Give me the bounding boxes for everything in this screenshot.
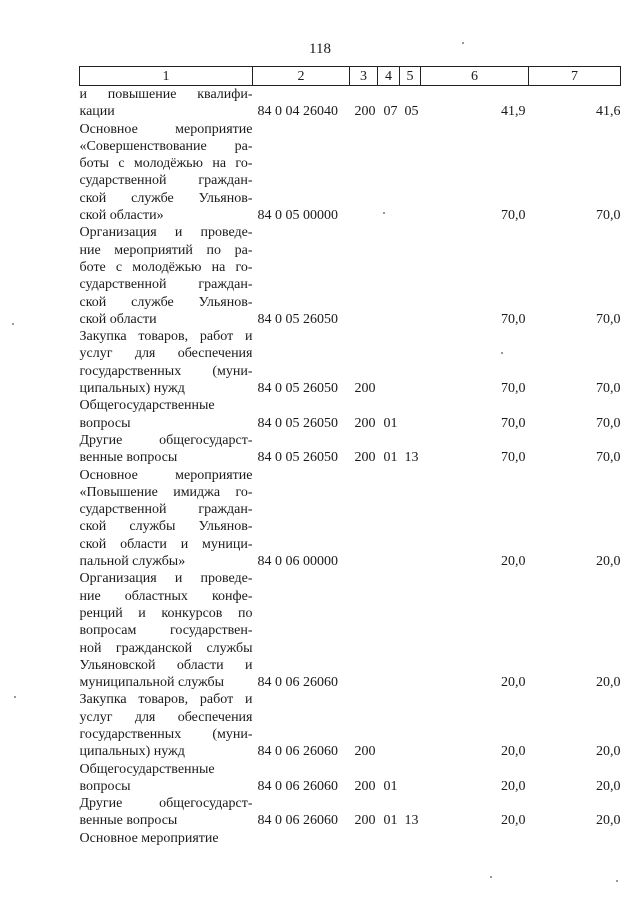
row-value-2019-cell: 20,0 [501,778,526,794]
header-col-4: 4 [378,67,400,86]
scan-speck [490,876,492,878]
row-name-line: ние мероприятий по ра- [79,242,253,258]
row-value-2019-cell: 20,0 [501,554,526,570]
row-col4-cell [378,830,400,847]
row-name-line: ной гражданской службы [79,640,253,656]
row-name-line: «Совершенствование ра- [79,138,253,154]
row-name-line: сударственной граждан- [79,277,253,293]
row-col5-cell: 13 [404,450,419,466]
row-name-line: боты с молодёжью на го- [79,156,253,172]
table-row [80,761,621,796]
row-col4-cell [378,570,400,691]
row-col5-cell: 13 [404,813,419,829]
row-code-cell: 84 0 05 26050 [257,381,338,397]
row-value-2020-cell: 41,6 [596,104,621,120]
row-name-line: вопросам государствен- [79,623,253,639]
row-col3-cell: 200 [354,381,376,397]
row-col5-cell [400,570,421,691]
row-name-line: ской области» [79,208,164,224]
row-col3-cell: 200 [354,415,376,431]
row-col5-cell [400,691,421,760]
row-name-cell [80,328,253,397]
row-col3-cell: 200 [354,813,376,829]
scan-speck [383,212,385,214]
row-code-cell [253,830,350,847]
row-name-line: Основное мероприятие [79,467,253,483]
row-name-line: Закупка товаров, работ и [79,692,253,708]
table-row [80,467,621,571]
row-col5-cell [400,830,421,847]
row-name-line: венные вопросы [79,813,178,829]
budget-table [79,66,621,847]
row-col3-cell: 200 [354,450,376,466]
row-name-line: Ульяновской области и [79,657,253,673]
table-row [80,397,621,432]
row-col4-cell [378,467,400,571]
row-value-2020-cell: 20,0 [596,778,621,794]
row-value-2020-cell: 70,0 [596,381,621,397]
row-code-cell: 84 0 05 26050 [257,311,338,327]
row-value-2019-cell: 20,0 [501,675,526,691]
row-col4-cell: 01 [383,415,398,431]
row-code-cell: 84 0 06 26060 [257,675,338,691]
row-name-cell [80,691,253,760]
table-row [80,570,621,691]
row-name-line: ской службе Ульянов- [79,190,253,206]
row-col3-cell: 200 [354,744,376,760]
scan-speck [616,880,618,882]
row-name-line: и повышение квалифи- [79,87,253,102]
row-value-2019-cell: 20,0 [501,744,526,760]
table-row [80,432,621,467]
header-col-5: 5 [400,67,421,86]
row-code-cell: 84 0 05 26050 [257,450,338,466]
row-value-2020-cell: 20,0 [596,675,621,691]
row-name-line: пальной службы» [79,554,186,570]
row-name-line: Общегосударственные [79,398,215,414]
row-value-2019-cell: 20,0 [501,813,526,829]
table-row [80,86,621,121]
row-name-line: Организация и проведе- [79,571,253,587]
row-value-2020-cell: 20,0 [596,554,621,570]
row-col4-cell [378,224,400,328]
row-col5-cell [400,397,421,432]
scan-speck [14,696,16,698]
row-value-2020-cell [529,830,621,847]
row-name-line: ние областных конфе- [79,588,253,604]
row-name-line: Другие общегосударст- [79,432,253,448]
row-name-line: услуг для обеспечения [79,709,253,725]
row-code-cell: 84 0 04 26040 [257,104,338,120]
row-name-line: ской области [79,311,157,327]
scan-speck [462,42,464,44]
row-value-2020-cell: 20,0 [596,813,621,829]
row-name-line: ской области и муници- [79,536,253,552]
row-col3-cell [350,830,378,847]
row-col4-cell: 01 [383,778,398,794]
row-name-cell [80,86,253,121]
row-name-line: сударственной граждан- [79,173,253,189]
row-name-cell [80,795,253,830]
row-name-line: венные вопросы [79,450,178,466]
row-col4-cell: 01 [383,813,398,829]
row-col3-cell: 200 [354,778,376,794]
row-name-line: Организация и проведе- [79,225,253,241]
page-number: 118 [309,41,331,57]
row-name-line: боте с молодёжью на го- [79,259,253,275]
row-name-cell [80,467,253,571]
table-row [80,328,621,397]
row-name-line: Закупка товаров, работ и [79,329,253,345]
row-col5-cell [400,121,421,225]
row-name-cell [80,121,253,225]
header-col-3: 3 [350,67,378,86]
row-name-line: сударственной граждан- [79,502,253,518]
row-value-2019-cell: 70,0 [501,415,526,431]
row-name-line: вопросы [79,778,131,794]
row-name-line: Общегосударственные [79,761,215,777]
header-col-6: 6 [421,67,529,86]
scan-speck [501,352,503,354]
table-row [80,224,621,328]
row-col4-cell [378,691,400,760]
row-col4-cell [378,328,400,397]
row-code-cell: 84 0 06 26060 [257,744,338,760]
row-name-line: государственных (муни- [79,363,253,379]
row-code-cell: 84 0 06 26060 [257,813,338,829]
row-name-line: Основное мероприятие [79,121,253,137]
row-name-line: ренций и конкурсов по [79,605,253,621]
row-value-2019-cell: 70,0 [501,311,526,327]
row-col4-cell: 07 [383,104,398,120]
row-code-cell: 84 0 06 00000 [257,554,338,570]
row-name-line: Основное мероприятие [79,830,219,846]
row-value-2020-cell: 70,0 [596,208,621,224]
row-name-line: ской службе Ульянов- [79,294,253,310]
row-code-cell: 84 0 05 00000 [257,208,338,224]
table-row [80,830,621,847]
row-name-cell [80,224,253,328]
header-col-2: 2 [253,67,350,86]
row-col5-cell [400,761,421,796]
row-col5-cell [400,328,421,397]
row-name-line: муниципальной службы [79,675,225,691]
row-name-line: Другие общегосударст- [79,796,253,812]
row-name-cell [80,830,253,847]
table-row [80,795,621,830]
row-col4-cell [378,121,400,225]
row-col3-cell [350,224,378,328]
header-col-1: 1 [80,67,253,86]
row-value-2020-cell: 70,0 [596,450,621,466]
row-col3-cell [350,121,378,225]
row-col3-cell: 200 [354,104,376,120]
row-name-line: ципальных) нужд [79,744,185,760]
row-col4-cell: 01 [383,450,398,466]
row-name-line: кации [79,104,115,120]
row-col3-cell [350,467,378,571]
row-col5-cell [400,467,421,571]
row-name-line: государственных (муни- [79,726,253,742]
row-value-2020-cell: 20,0 [596,744,621,760]
row-value-2019-cell: 70,0 [501,208,526,224]
row-name-cell [80,432,253,467]
row-code-cell: 84 0 06 26060 [257,778,338,794]
row-value-2019-cell [421,830,529,847]
row-name-line: вопросы [79,415,131,431]
scan-speck [12,323,14,325]
row-value-2019-cell: 41,9 [501,104,526,120]
row-value-2020-cell: 70,0 [596,415,621,431]
row-name-line: ской службы Ульянов- [79,519,253,535]
row-name-cell [80,397,253,432]
row-col3-cell [350,570,378,691]
row-value-2019-cell: 70,0 [501,381,526,397]
header-row [80,67,621,86]
row-name-line: ципальных) нужд [79,381,185,397]
table-row [80,691,621,760]
table-row [80,121,621,225]
row-name-line: услуг для обеспечения [79,346,253,362]
row-value-2019-cell: 70,0 [501,450,526,466]
row-code-cell: 84 0 05 26050 [257,415,338,431]
row-name-cell [80,761,253,796]
header-col-7: 7 [529,67,621,86]
row-name-line: «Повышение имиджа го- [79,484,253,500]
row-value-2020-cell: 70,0 [596,311,621,327]
row-col5-cell: 05 [404,104,419,120]
row-name-cell [80,570,253,691]
row-col5-cell [400,224,421,328]
